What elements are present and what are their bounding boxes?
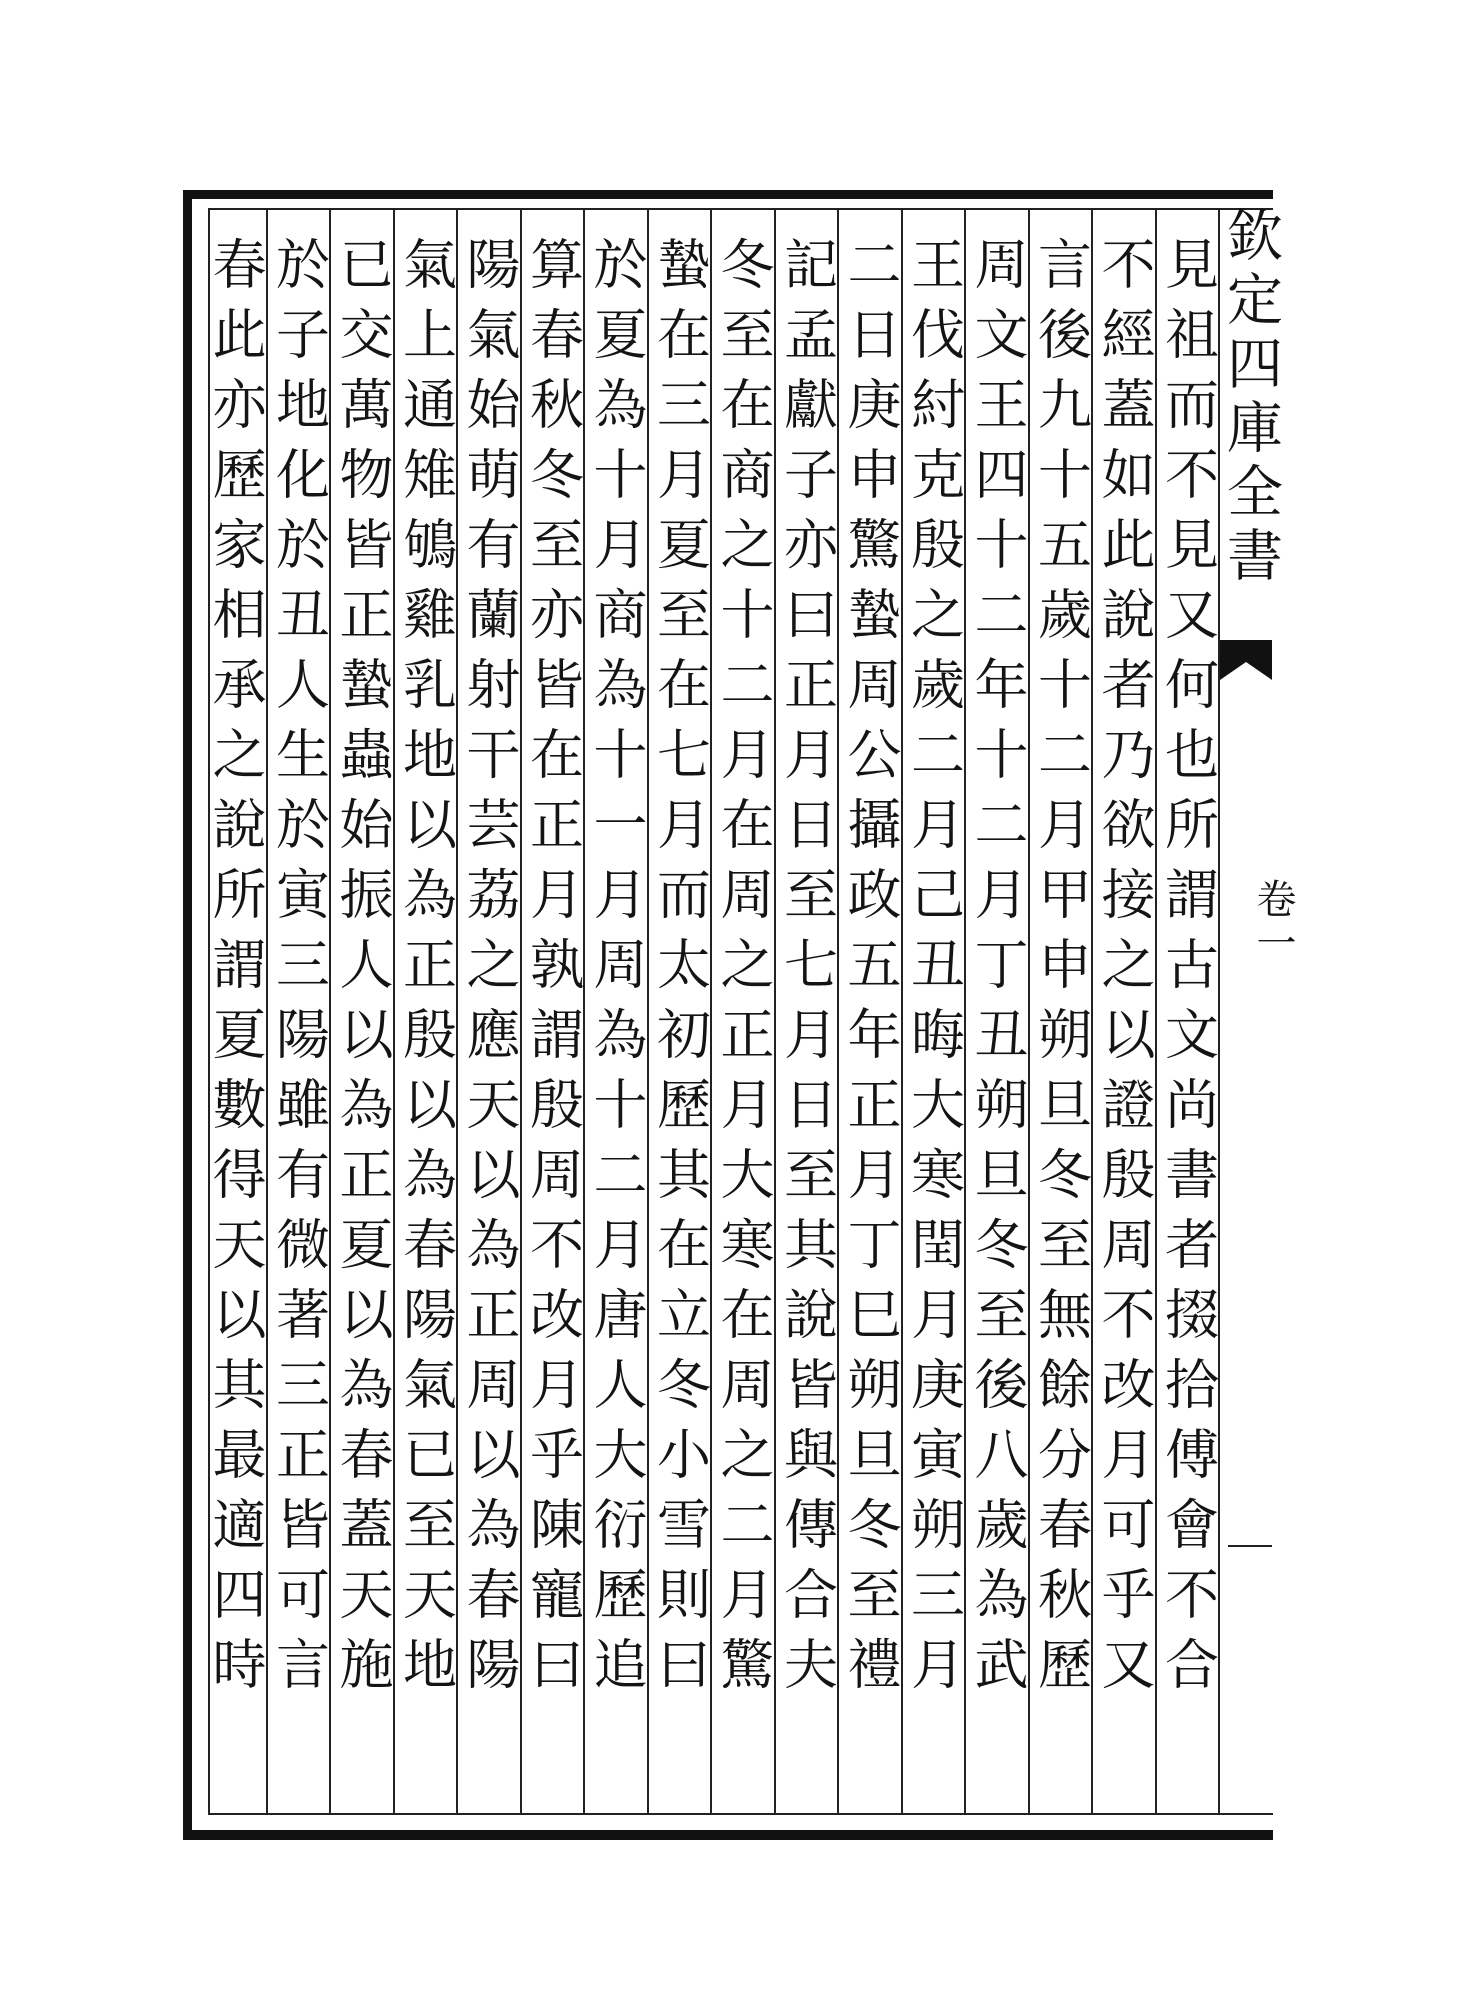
- margin-line: [1228, 1545, 1272, 1547]
- margin-volume-label: 卷一: [1250, 878, 1296, 966]
- fishtail-mark: [1220, 640, 1272, 662]
- fishtail-notch: [1220, 662, 1272, 680]
- text-column: 已交萬物皆正蟄蟲始振人以為正夏以為春蓋天施: [331, 236, 394, 1706]
- text-column: 記孟獻子亦曰正月日至七月日至其說皆與傳合夫: [775, 236, 839, 1706]
- text-column: 見祖而不見又何也所謂古文尚書者掇拾傅會不合: [1156, 236, 1220, 1706]
- text-column: 冬至在商之十二月在周之正月大寒在周之二月驚: [712, 236, 775, 1706]
- text-column: 言後九十五歲十二月甲申朔旦冬至無餘分春秋歷: [1029, 236, 1093, 1706]
- text-column: 蟄在三月夏至在七月而太初歷其在立冬小雪則曰: [648, 236, 712, 1706]
- text-column: 春此亦歷家相承之說所謂夏數得天以其最適四時: [204, 236, 267, 1706]
- text-column: 氣上通雉鴝雞乳地以為正殷以為春陽氣已至天地: [394, 236, 458, 1706]
- text-column: 算春秋冬至亦皆在正月孰謂殷周不改月乎陳寵曰: [521, 236, 585, 1706]
- text-column: 於夏為十月商為十一月周為十二月唐人大衍歷追: [585, 236, 648, 1706]
- text-column: 二日庚申驚蟄周公攝政五年正月丁巳朔旦冬至禮: [839, 236, 902, 1706]
- text-column: 王伐紂克殷之歲二月己丑晦大寒閏月庚寅朔三月: [902, 236, 966, 1706]
- text-column: 周文王四十二年十二月丁丑朔旦冬至後八歲為武: [966, 236, 1029, 1706]
- text-column: 不經蓋如此說者乃欲接之以證殷周不改月可乎又: [1093, 236, 1156, 1706]
- text-column: 陽氣始萌有蘭射干芸荔之應天以為正周以為春陽: [458, 236, 521, 1706]
- margin-book-title: 欽定四庫全書: [1218, 206, 1283, 590]
- text-column: 於子地化於丑人生於寅三陽雖有微著三正皆可言: [267, 236, 331, 1706]
